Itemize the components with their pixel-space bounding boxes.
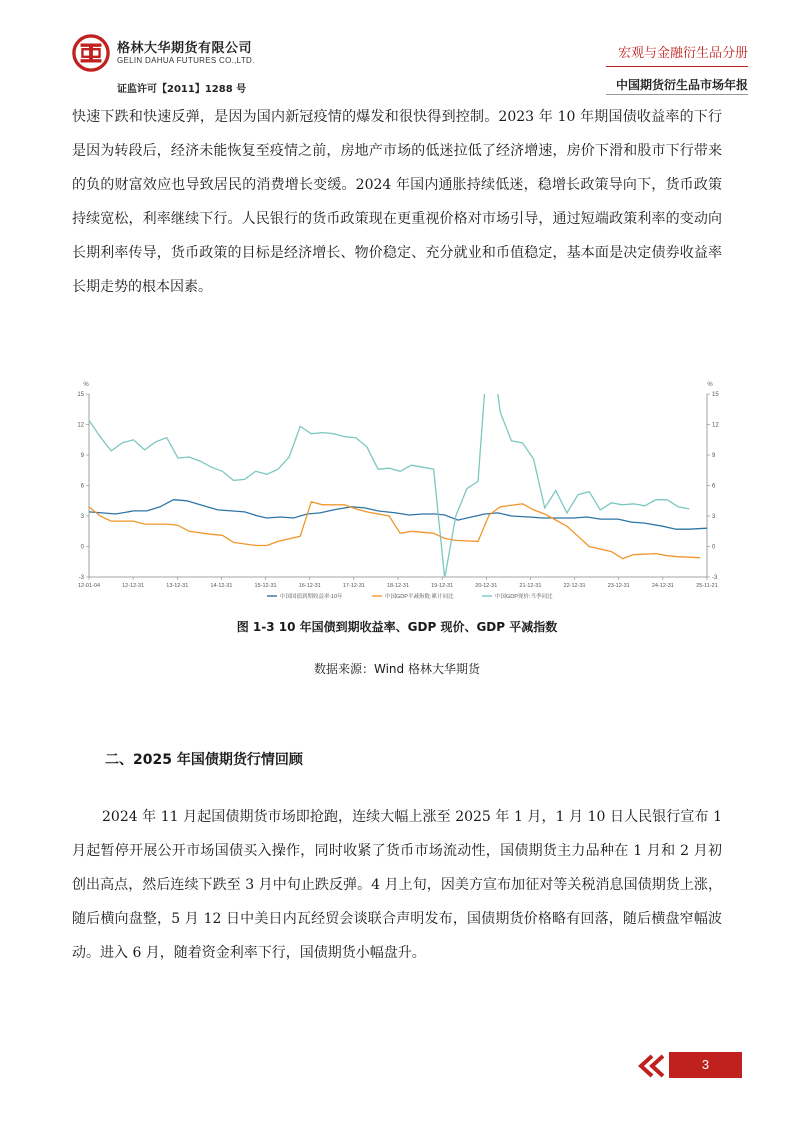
company-name-en: GELIN DAHUA FUTURES CO.,LTD. (117, 56, 255, 65)
series-line-1 (89, 500, 707, 530)
x-tick-label: 18-12-31 (386, 583, 410, 589)
right-y-tick-label: 0 (712, 544, 716, 551)
x-tick-label: 12-01-04 (77, 583, 101, 589)
double-chevron-left-icon (636, 1053, 666, 1079)
section-heading: 二、2025 年国债期货行情回顾 (105, 752, 303, 768)
left-axis-unit: % (83, 382, 89, 388)
right-y-tick-label: 6 (712, 483, 716, 490)
right-y-tick-label: 15 (712, 392, 719, 398)
left-y-tick-label: 3 (80, 514, 84, 520)
x-tick-label: 16-12-31 (298, 583, 321, 589)
x-tick-label: 15-12-31 (254, 583, 277, 589)
right-y-tick-label: 12 (712, 422, 719, 429)
body-paragraph-2: 2024 年 11 月起国债期货市场即抢跑，连续大幅上涨至 2025 年 1 月，1 月 10 日人民银行宣布 1 月起暂停开展公开市场国债买入操作，同时收紧了货币市场流动性，国债期货主力品种在 1 月和 2 月初创出高点，然后连续下跌至 3 月中旬止跌反弹。4 月上旬，因美方宣布加征对等关税消息国债期货上涨，随后横向盘整，5 月 12 日中美日内瓦经贸会谈联合声明发布，国债期货价格略有回落，随后横盘窄幅波动。进入 6 月，随着资金利率下行，国债期货小幅盘升。 (72, 809, 722, 961)
x-tick-label: 23-12-31 (607, 583, 630, 589)
series-line-2 (89, 502, 700, 559)
body-paragraph-1: 快速下跌和快速反弹，是因为国内新冠疫情的爆发和很快得到控制。2023 年 10 年期国债收益率的下行是因为转段后，经济未能恢复至疫情之前，房地产市场的低迷拉低了经济增速，房价下滑和股市下行带来的负的财富效应也导致居民的消费增长变缓。2024 年国内通胀持续低迷，稳增长政策导向下，货币政策持续宽松，利率继续下行。人民银行的货币政策现在更重视价格对市场引导，通过短端政策利率的变动向长期利率传导，货币政策的目标是经济增长、物价稳定、充分就业和币值稳定，基本面是决定债券收益率长期走势的根本因素。 (72, 109, 722, 295)
right-axis-unit: % (707, 382, 713, 388)
yield-gdp-chart (72, 372, 722, 606)
left-y-tick-label: 9 (80, 453, 84, 459)
company-logo-icon (72, 34, 110, 72)
x-tick-label: 13-12-31 (166, 583, 189, 589)
x-tick-label: 24-12-31 (651, 583, 674, 589)
x-tick-label: 25-11-21 (696, 583, 718, 589)
figure-caption: 图 1-3 10 年国债到期收益率、GDP 现价、GDP 平减指数 (236, 620, 558, 634)
x-tick-label: 20-12-31 (475, 583, 498, 589)
report-series: 宏观与金融衍生品分册 (617, 46, 748, 61)
left-y-tick-label: 15 (77, 392, 84, 398)
header-divider-red (606, 66, 748, 67)
x-tick-label: 12-12-31 (122, 583, 145, 589)
legend-label-2: 中国GDP平减指数:累计同比 (385, 594, 454, 600)
company-name-cn: 格林大华期货有限公司 (117, 41, 253, 56)
left-y-tick-label: 6 (80, 483, 84, 490)
right-y-tick-label: 3 (712, 514, 716, 520)
x-tick-label: 14-12-31 (210, 583, 233, 589)
legend-label-3: 中国GDP现价:当季同比 (495, 594, 553, 600)
figure-source: 数据来源：Wind 格林大华期货 (314, 662, 480, 676)
legend-label-1: 中国国债到期收益率:10年 (280, 594, 343, 600)
x-tick-label: 19-12-31 (431, 583, 454, 589)
header-divider (606, 94, 748, 95)
x-tick-label: 22-12-31 (563, 583, 586, 589)
series-line-3 (89, 372, 689, 578)
page-number: 3 (669, 1052, 742, 1078)
license-number: 证监许可【2011】1288 号 (117, 84, 247, 95)
left-y-tick-label: 0 (80, 544, 84, 551)
right-y-tick-label: -3 (712, 575, 718, 581)
x-tick-label: 17-12-31 (342, 583, 365, 589)
left-y-tick-label: -3 (78, 575, 84, 581)
right-y-tick-label: 9 (712, 453, 716, 459)
left-y-tick-label: 12 (77, 422, 84, 429)
x-tick-label: 21-12-31 (519, 583, 542, 589)
report-name: 中国期货衍生品市场年报 (615, 78, 748, 92)
